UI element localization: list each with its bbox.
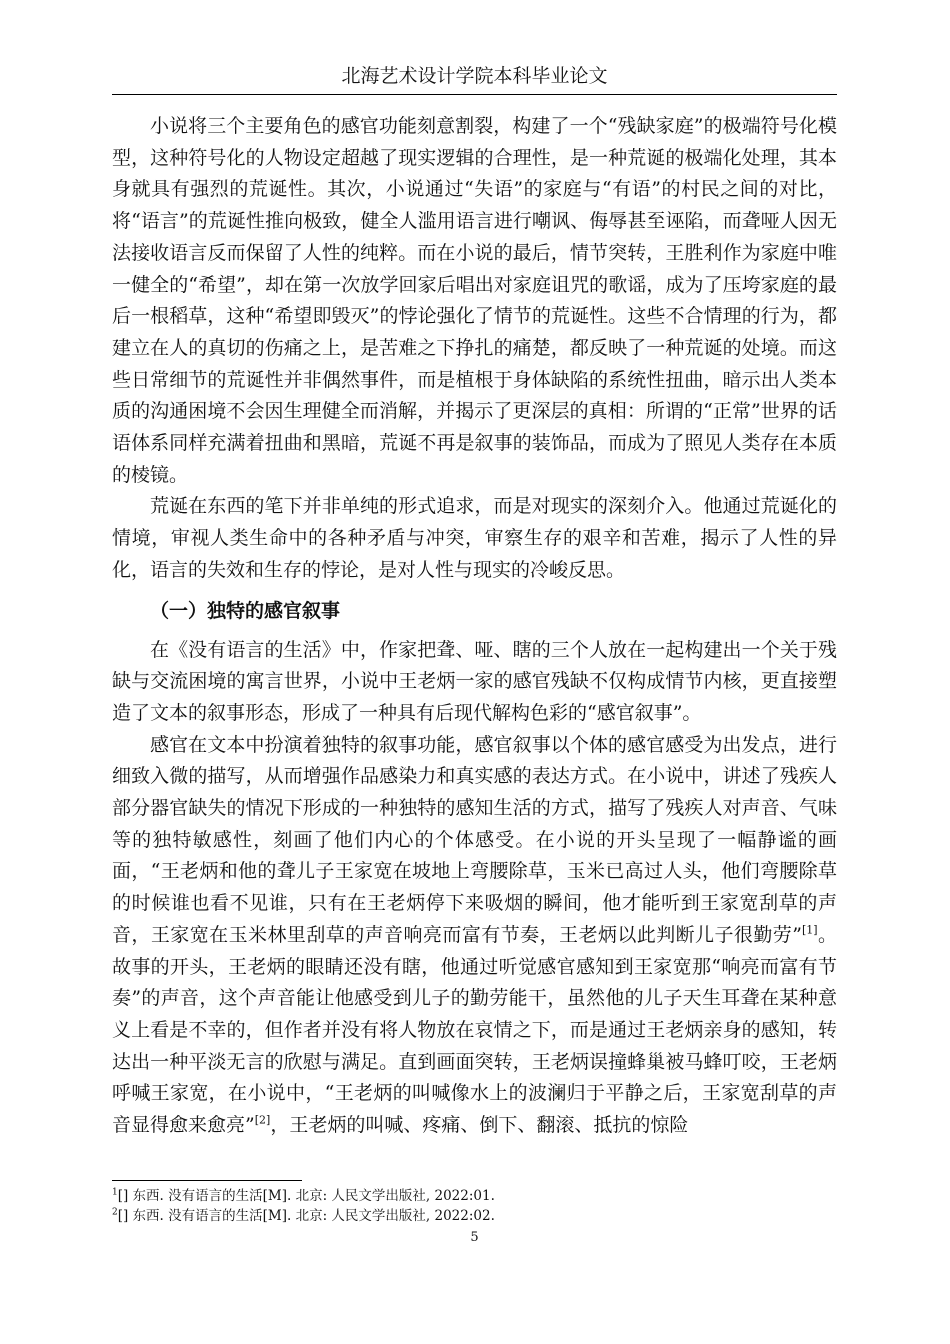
citation-marker[interactable]: [1]	[801, 923, 818, 937]
footnote-text: [] 东西. 没有语言的生活[M]. 北京: 人民文学出版社, 2022:01.	[117, 1188, 495, 1204]
footnote	[112, 1206, 837, 1226]
body-text	[112, 111, 837, 1142]
paragraph-text: 感官在文本中扮演着独特的叙事功能，感官叙事以个体的感官感受为出发点，进行细致入微的描写，从而增强作品感染力和真实感的表达方式。在小说中，讲述了残疾人部分器官缺失的情况下形成的一种独特的感知生活的方式，描写了残疾人对声音、气味等的独特敏感性，刻画了他们内心的个体感受。在小说的开头呈现了一幅静谧的画面，“王老炳和他的聋儿子王家宽在坡地上弯腰除草，玉米已高过人头，他们弯腰除草的时候谁也看不见谁，只有在王老炳停下来吸烟的瞬间，他才能听到王家宽刮草的声音，王家宽在玉米林里刮草的声音响亮而富有节奏，王老炳以此判断儿子很勤劳”	[112, 733, 837, 946]
paragraph	[112, 730, 837, 1142]
paragraph: 在《没有语言的生活》中，作家把聋、哑、瞎的三个人放在一起构建出一个关于残缺与交流困境的寓言世界，小说中王老炳一家的感官残缺不仅构成情节内核，更直接塑造了文本的叙事形态，形成了一种具有后现代解构色彩的“感官叙事”。	[112, 638, 837, 724]
page-number: 5	[470, 1230, 479, 1245]
header-rule	[112, 94, 837, 95]
footnote-text: [] 东西. 没有语言的生活[M]. 北京: 人民文学出版社, 2022:02.	[117, 1208, 495, 1224]
section-heading: （一）独特的感官叙事	[150, 599, 341, 622]
paragraph: 小说将三个主要角色的感官功能刻意割裂，构建了一个“残缺家庭”的极端符号化模型，这种符号化的人物设定超越了现实逻辑的合理性，是一种荒诞的极端化处理，其本身就具有强烈的荒诞性。其次，小说通过“失语”的家庭与“有语”的村民之间的对比，将“语言”的荒诞性推向极致，健全人滥用语言进行嘲讽、侮辱甚至诬陷，而聋哑人因无法接收语言反而保留了人性的纯粹。而在小说的最后，情节突转，王胜利作为家庭中唯一健全的“希望”，却在第一次放学回家后唱出对家庭诅咒的歌谣，成为了压垮家庭的最后一根稻草，这种“希望即毁灭”的悖论强化了情节的荒诞性。这些不合情理的行为，都建立在人的真切的伤痛之上，是苦难之下挣扎的痛楚，都反映了一种荒诞的处境。而这些日常细节的荒诞性并非偶然事件，而是植根于身体缺陷的系统性扭曲，暗示出人类本质的沟通困境不会因生理健全而消解，并揭示了更深层的真相：所谓的“正常”世界的话语体系同样充满着扭曲和黑暗，荒诞不再是叙事的装饰品，而成为了照见人类存在本质的棱镜。	[112, 115, 837, 486]
footnote-mark: 2	[112, 1207, 118, 1218]
paragraph-text: 。故事的开头，王老炳的眼睛还没有瞎，他通过听觉感官感知到王家宽那“响亮而富有节奏”的声音，这个声音能让他感受到儿子的勤劳能干，虽然他的儿子天生耳聋在某种意义上看是不幸的，但作者并没有将人物放在哀情之下，而是通过王老炳亲身的感知，转达出一种平淡无言的欣慰与满足。直到画面突转，王老炳误撞蜂巢被马蜂叮咬，王老炳呼喊王家宽，在小说中，“王老炳的叫喊像水上的波澜归于平静之后，王家宽刮草的声音显得愈来愈亮”	[112, 923, 837, 1137]
footnotes	[112, 1186, 837, 1226]
paragraph: 荒诞在东西的笔下并非单纯的形式追求，而是对现实的深刻介入。他通过荒诞化的情境，审视人类生命中的各种矛盾与冲突，审察生存的艰辛和苦难，揭示了人性的异化，语言的失效和生存的悖论，是对人性与现实的冷峻反思。	[112, 495, 837, 581]
footnote-mark: 1	[112, 1187, 118, 1198]
citation-marker[interactable]: [2]	[254, 1113, 271, 1127]
footnote-rule	[112, 1180, 302, 1181]
paragraph-text: ，王老炳的叫喊、疼痛、倒下、翻滚、抵抗的惊险	[270, 1114, 689, 1137]
running-header: 北海艺术设计学院本科毕业论文	[341, 65, 608, 87]
footnote	[112, 1186, 837, 1206]
